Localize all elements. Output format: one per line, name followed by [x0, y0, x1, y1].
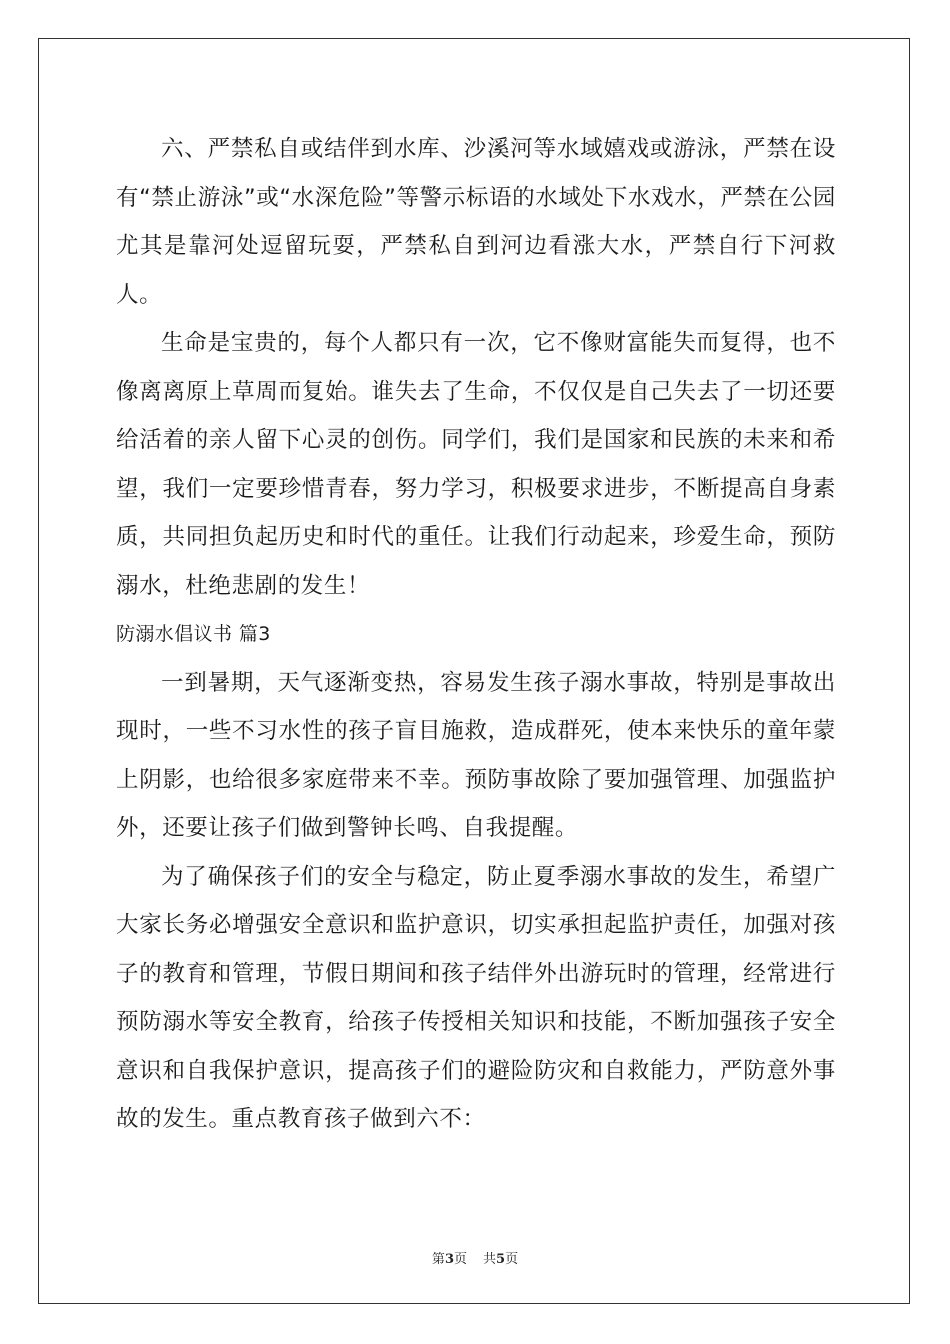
paragraph-summer-drowning: 一到暑期，天气逐渐变热，容易发生孩子溺水事故，特别是事故出现时，一些不习水性的孩子盲目施救，造成群死，使本来快乐的童年蒙上阴影，也给很多家庭带来不幸。预防事故除了要加强管理、加强监护外，还要让孩子们做到警钟长鸣、自我提醒。	[116, 669, 836, 841]
paragraph-cherish-life: 生命是宝贵的，每个人都只有一次，它不像财富能失而复得，也不像离离原上草周而复始。谁失去了生命，不仅仅是自己失去了一切还要给活着的亲人留下心灵的创伤。同学们，我们是国家和民族的未来和希望，我们一定要珍惜青春，努力学习，积极要求进步，不断提高自身素质，共同担负起历史和时代的重任。让我们行动起来，珍爱生命，预防溺水，杜绝悲剧的发生！	[116, 330, 836, 599]
total-pages: 5	[496, 1252, 506, 1267]
page-suffix: 页	[453, 1252, 467, 1267]
paragraph-parents-appeal: 为了确保孩子们的安全与稳定，防止夏季溺水事故的发生，希望广大家长务必增强安全意识和监护意识，切实承担起监护责任，加强对孩子的教育和管理，节假日期间和孩子结伴外出游玩时的管理，经常进行预防溺水等安全教育，给孩子传授相关知识和技能，不断加强孩子安全意识和自我保护意识，提高孩子们的避险防灾和自救能力，严防意外事故的发生。重点教育孩子做到六不：	[116, 863, 836, 1132]
paragraph-six-prohibitions: 六、严禁私自或结伴到水库、沙溪河等水域嬉戏或游泳，严禁在设有“禁止游泳”或“水深危险”等警示标语的水域处下水戏水，严禁在公园尤其是靠河处逗留玩耍，严禁私自到河边看涨大水，严禁自行下河救人。	[116, 136, 836, 308]
total-suffix: 页	[505, 1252, 519, 1267]
page-prefix: 第	[431, 1252, 445, 1267]
page-footer	[0, 1248, 950, 1267]
total-prefix: 共	[483, 1252, 497, 1267]
section-heading: 防溺水倡议书 篇3	[116, 623, 271, 645]
document-body	[116, 125, 836, 1144]
page-number: 3	[444, 1252, 454, 1267]
